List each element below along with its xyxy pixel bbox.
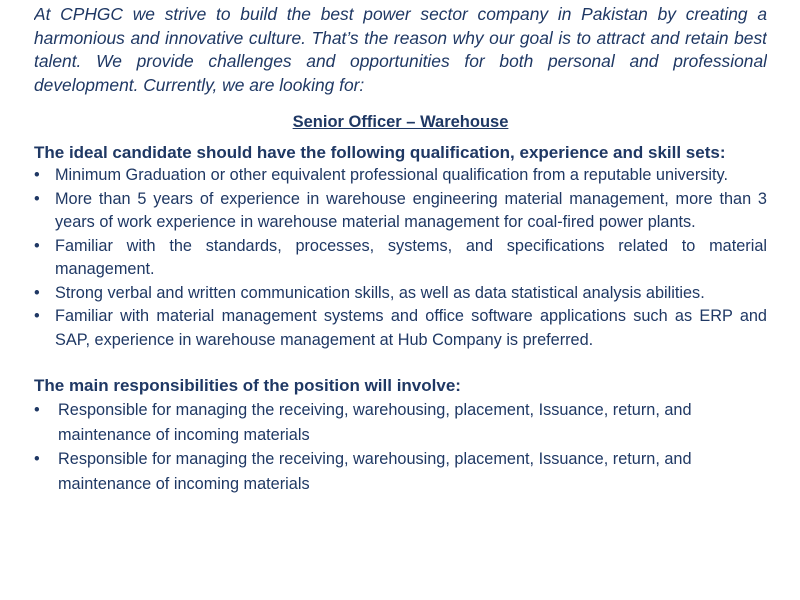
requirement-text: Familiar with the standards, processes, systems, and specifications related to material management. <box>55 236 767 278</box>
bullet-icon: • <box>34 450 40 468</box>
responsibilities-heading: The main responsibilities of the position will involve: <box>34 376 461 395</box>
requirement-item <box>34 305 767 352</box>
responsibilities-list <box>34 398 767 496</box>
requirement-text: Minimum Graduation or other equivalent professional qualification from a reputable university. <box>55 166 729 184</box>
responsibility-text: Responsible for managing the receiving, warehousing, placement, Issuance, return, and maintenance of incoming materials <box>58 401 692 444</box>
requirement-item <box>34 235 767 282</box>
bullet-icon: • <box>34 401 40 419</box>
bullet-icon: • <box>34 236 40 255</box>
bullet-icon: • <box>34 307 40 325</box>
bullet-icon: • <box>34 283 40 302</box>
responsibility-item <box>34 447 767 496</box>
bullet-icon: • <box>34 189 40 208</box>
responsibility-text: Responsible for managing the receiving, warehousing, placement, Issuance, return, and maintenance of incoming materials <box>58 450 692 493</box>
requirements-heading: The ideal candidate should have the following qualification, experience and skill sets: <box>34 143 726 162</box>
position-title: Senior Officer – Warehouse <box>292 113 509 131</box>
requirement-text: Familiar with material management systems and office software applications such as ERP and SAP, experience in warehouse management at Hub Company is preferred. <box>55 307 767 349</box>
bullet-icon: • <box>34 166 40 184</box>
requirement-item <box>34 164 767 188</box>
intro-paragraph: At CPHGC we strive to build the best power sector company in Pakistan by creating a harmonious and innovative culture. That’s the reason why our goal is to attract and retain best talent. We provide challenges and opportunities for both personal and professional development. Currently, we are looking for: <box>34 4 767 95</box>
requirements-list <box>34 164 767 352</box>
requirement-text: More than 5 years of experience in warehouse engineering material management, more than 3 years of work experience in warehouse material management for coal-fired power plants. <box>55 189 767 231</box>
responsibility-item <box>34 398 767 447</box>
requirement-item <box>34 282 767 306</box>
job-posting-document <box>34 0 767 600</box>
requirement-text: Strong verbal and written communication skills, as well as data statistical analysis abilities. <box>55 283 705 302</box>
requirement-item <box>34 188 767 235</box>
